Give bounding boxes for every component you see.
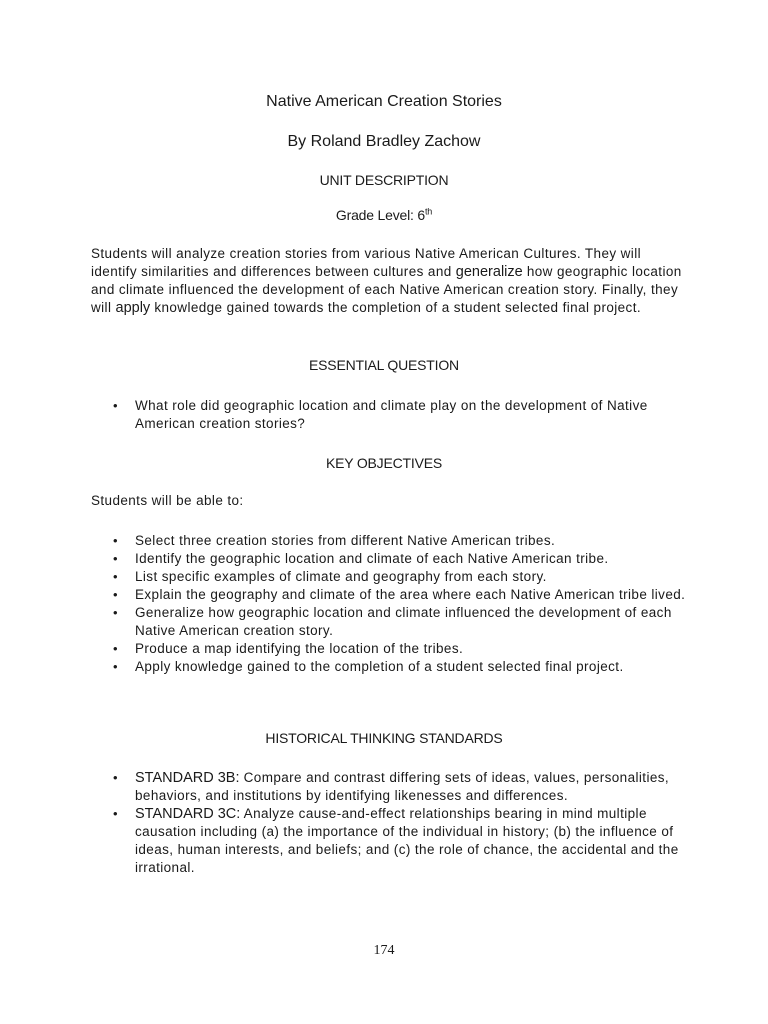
description-part-3: knowledge gained towards the completion of a student selected final project. <box>150 300 642 315</box>
document-author: By Roland Bradley Zachow <box>287 133 481 150</box>
list-item <box>91 586 691 604</box>
bullet-icon: • <box>113 770 118 785</box>
bullet-icon: • <box>113 569 118 584</box>
list-item <box>91 550 691 568</box>
list-item <box>91 568 691 586</box>
essential-question-text: What role did geographic location and climate play on the development of Native American creation stories? <box>135 398 648 431</box>
historical-thinking-standards-heading: HISTORICAL THINKING STANDARDS <box>265 730 503 746</box>
objective-text: Identify the geographic location and climate of each Native American tribe. <box>135 551 609 566</box>
list-item <box>91 769 691 805</box>
list-item <box>91 805 691 877</box>
description-highlight-apply: apply <box>115 300 151 316</box>
list-item <box>91 604 691 640</box>
objective-text: Select three creation stories from different Native American tribes. <box>135 533 556 548</box>
bullet-icon: • <box>113 806 118 821</box>
standards-list <box>91 769 691 877</box>
list-item <box>91 397 691 433</box>
unit-description-heading: UNIT DESCRIPTION <box>319 172 449 188</box>
list-item <box>91 532 691 550</box>
objective-text: Explain the geography and climate of the area where each Native American tribe lived. <box>135 587 686 602</box>
objective-text: Generalize how geographic location and climate influenced the development of each Native American creation story. <box>135 605 672 638</box>
grade-level-text: Grade Level: 6 <box>335 207 425 223</box>
bullet-icon: • <box>113 533 118 548</box>
standard-text: Analyze cause-and-effect relationships bearing in mind multiple causation including (a) the importance of the individual in history; (b) the influence of ideas, human interests, and beliefs; and (c) the role of chance, the accidental and the irrational. <box>135 806 679 875</box>
standard-text: Compare and contrast differing sets of ideas, values, personalities, behaviors, and institutions by identifying likenesses and differences. <box>135 770 670 803</box>
objectives-list <box>91 532 691 676</box>
objective-text: List specific examples of climate and geography from each story. <box>135 569 547 584</box>
document-title: Native American Creation Stories <box>266 93 502 110</box>
description-part-1: Students will analyze creation stories from various Native American Cultures. They will identify similarities and differences between cultures and <box>91 246 642 279</box>
bullet-icon: • <box>113 605 118 620</box>
bullet-icon: • <box>113 641 118 656</box>
essential-question-heading: ESSENTIAL QUESTION <box>309 357 459 373</box>
page-number: 174 <box>373 943 395 958</box>
description-part-2: how geographic location and climate influenced the development of each Native American creation story. Finally, they will <box>91 264 682 315</box>
standard-label: STANDARD 3B: <box>135 770 240 786</box>
bullet-icon: • <box>113 659 118 674</box>
list-item <box>91 640 691 658</box>
objective-text: Apply knowledge gained to the completion of a student selected final project. <box>135 659 624 674</box>
standard-label: STANDARD 3C: <box>135 806 241 822</box>
objective-text: Produce a map identifying the location of the tribes. <box>135 641 464 656</box>
bullet-icon: • <box>113 398 118 413</box>
objectives-intro: Students will be able to: <box>91 493 244 508</box>
key-objectives-heading: KEY OBJECTIVES <box>326 455 442 471</box>
unit-description-paragraph <box>91 245 691 317</box>
essential-question-list <box>91 397 691 433</box>
description-highlight-generalize: generalize <box>455 264 523 280</box>
list-item <box>91 658 691 676</box>
bullet-icon: • <box>113 587 118 602</box>
bullet-icon: • <box>113 551 118 566</box>
grade-level-suffix: th <box>424 206 433 217</box>
grade-level <box>0 207 768 223</box>
